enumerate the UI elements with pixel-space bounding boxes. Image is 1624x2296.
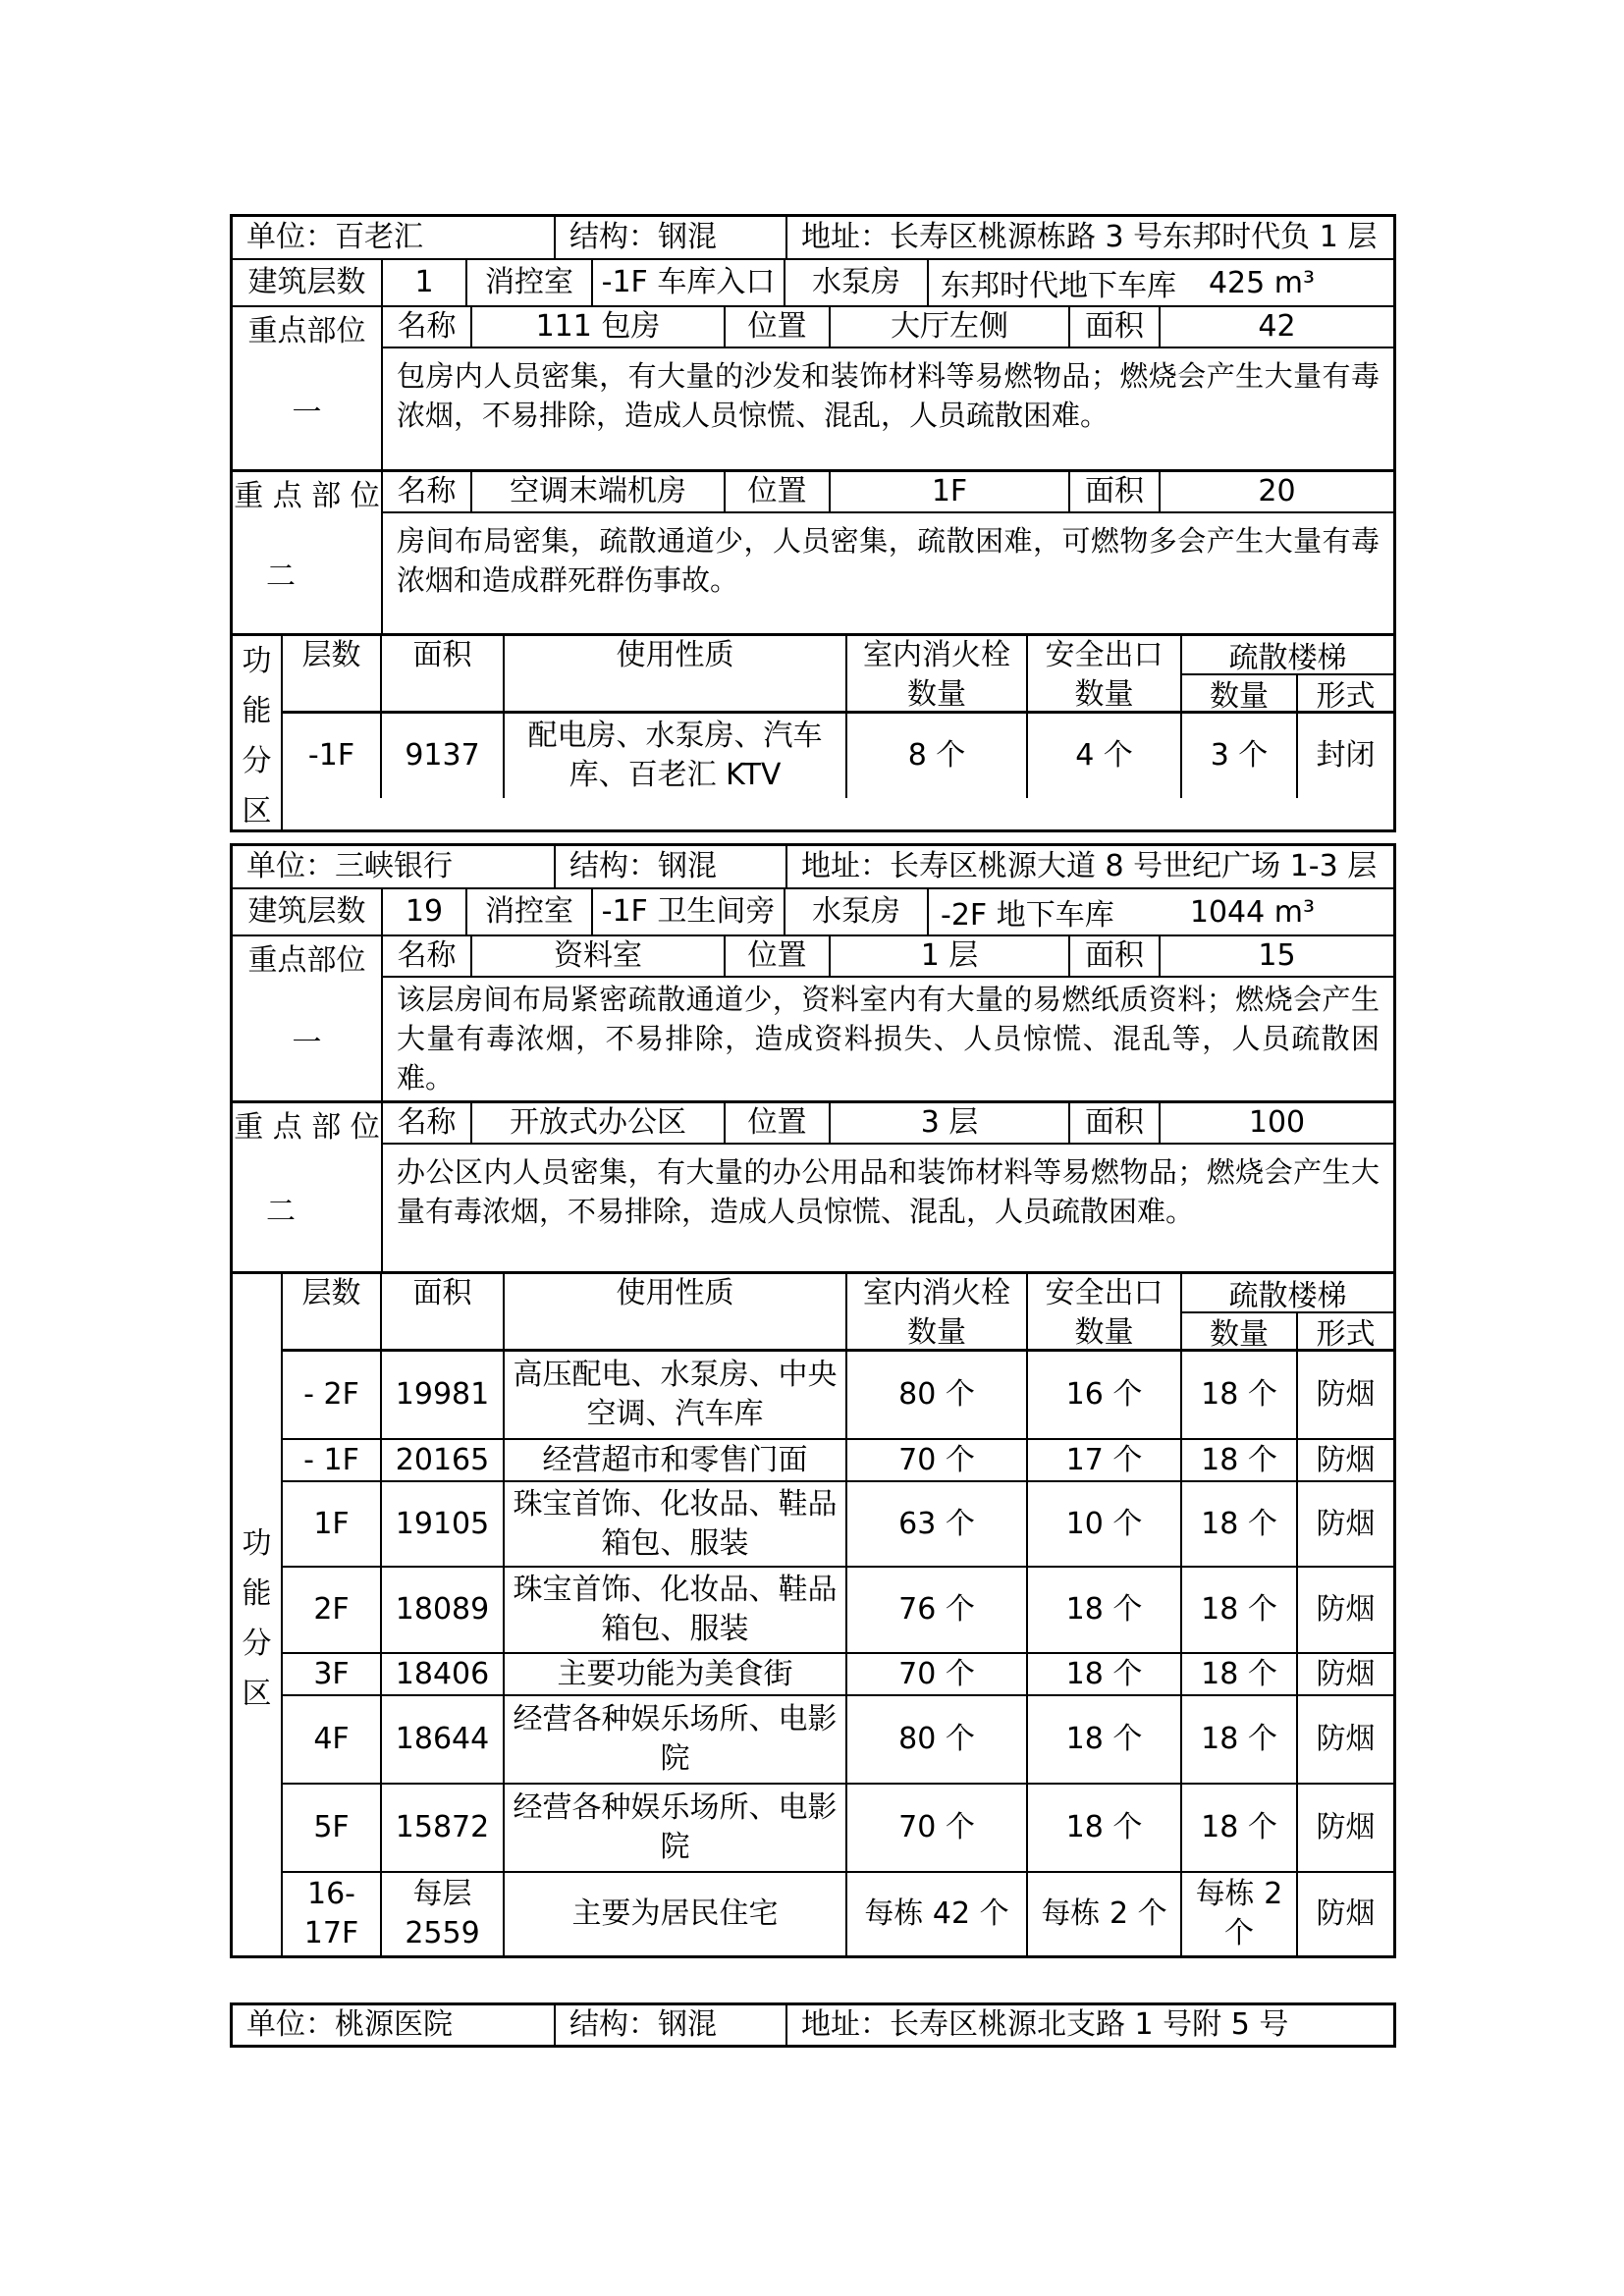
address-cell: 地址：长寿区桃源北支路 1 号附 5 号 <box>801 2007 1289 2042</box>
floor-cell: - 2F <box>283 1352 382 1438</box>
exit-cell: 16 个 <box>1028 1352 1182 1438</box>
key-part-index: 一 <box>292 1025 322 1060</box>
fz-char: 区 <box>242 794 272 828</box>
exit-cell: 18 个 <box>1028 1568 1182 1652</box>
header-stair-form: 形式 <box>1316 1317 1376 1352</box>
stair-count-cell: 18 个 <box>1182 1352 1298 1438</box>
unit-row <box>233 2005 1393 2045</box>
key-part-2-name-row <box>383 1103 1393 1145</box>
function-zone-row <box>283 714 1393 798</box>
exit-cell: 10 个 <box>1028 1482 1182 1566</box>
address-cell: 地址：长寿区桃源栋路 3 号东邦时代负 1 层 <box>801 220 1378 254</box>
area-value: 100 <box>1248 1105 1306 1140</box>
usage-cell: 配电房、水泵房、汽车库、百老汇 KTV <box>505 714 847 798</box>
area-cell: 18089 <box>382 1568 505 1652</box>
stair-form-cell: 封闭 <box>1316 738 1376 773</box>
pump-room-cell <box>929 889 1393 934</box>
area-cell: 20165 <box>382 1440 505 1480</box>
function-zone-header <box>283 636 1393 714</box>
header-floor: 层数 <box>283 1274 382 1349</box>
fz-char: 区 <box>242 1676 272 1711</box>
hydrant-cell: 70 个 <box>847 1785 1028 1871</box>
area-cell: 19105 <box>382 1482 505 1566</box>
stair-form-cell: 防烟 <box>1316 1506 1376 1541</box>
stair-count-cell: 18 个 <box>1182 1696 1298 1783</box>
area-value: 15 <box>1258 938 1296 973</box>
stair-count-cell: 18 个 <box>1182 1654 1298 1694</box>
floor-cell: - 1F <box>283 1440 382 1480</box>
area-cell: 18644 <box>382 1696 505 1783</box>
floor-cell: 16-17F <box>283 1873 382 1955</box>
function-zone-label <box>233 1274 283 1955</box>
key-part-1-hazard-desc: 包房内人员密集，有大量的沙发和装饰材料等易燃物品；燃烧会产生大量有毒浓烟，不易排除，造成人员惊慌、混乱，人员疏散困难。 <box>397 359 1380 432</box>
pump-room-label: 水泵房 <box>785 260 929 305</box>
function-zone-row <box>283 1654 1393 1696</box>
hydrant-cell: 80 个 <box>847 1696 1028 1783</box>
hydrant-cell: 76 个 <box>847 1568 1028 1652</box>
key-part-1 <box>233 936 1393 1103</box>
name-label: 名称 <box>383 472 472 511</box>
function-zone-section <box>233 636 1393 829</box>
location-value: 1 层 <box>831 936 1070 976</box>
function-zone-row <box>283 1568 1393 1654</box>
key-part-1 <box>233 307 1393 472</box>
header-floor: 层数 <box>283 636 382 711</box>
control-room-location: -1F 车库入口 <box>593 260 785 305</box>
usage-cell: 高压配电、水泵房、中央空调、汽车库 <box>505 1352 847 1438</box>
key-part-1-label-cell <box>233 936 383 1100</box>
header-stair-form: 形式 <box>1316 679 1376 714</box>
name-value: 111 包房 <box>472 307 726 347</box>
area-value: 20 <box>1258 474 1296 508</box>
exit-cell: 18 个 <box>1028 1696 1182 1783</box>
pump-room-cell <box>929 260 1393 305</box>
fz-char: 能 <box>242 1575 272 1611</box>
stair-count-cell: 18 个 <box>1182 1785 1298 1871</box>
exit-cell: 每栋 2 个 <box>1028 1873 1182 1955</box>
fz-char: 分 <box>242 1626 272 1661</box>
floors-count: 19 <box>383 889 467 934</box>
structure-cell: 结构：钢混 <box>556 846 787 887</box>
stair-count-cell: 3 个 <box>1182 714 1298 798</box>
name-label: 名称 <box>383 307 472 347</box>
key-part-2-label-cell <box>233 472 383 633</box>
header-area: 面积 <box>382 636 505 711</box>
header-exit: 安全出口 数量 <box>1028 636 1182 711</box>
function-zone-row <box>283 1440 1393 1482</box>
location-value: 1F <box>831 472 1070 511</box>
usage-cell: 珠宝首饰、化妆品、鞋品箱包、服装 <box>505 1482 847 1566</box>
header-hydrant: 室内消火栓 数量 <box>847 636 1028 711</box>
function-zone-row <box>283 1873 1393 1955</box>
hydrant-cell: 70 个 <box>847 1654 1028 1694</box>
floors-label: 建筑层数 <box>233 889 383 934</box>
building-table-broadway <box>230 214 1396 832</box>
stair-form-cell: 防烟 <box>1316 1810 1376 1844</box>
location-label: 位置 <box>726 307 831 347</box>
stair-count-cell: 18 个 <box>1182 1568 1298 1652</box>
function-zone-header <box>283 1274 1393 1352</box>
key-part-index: 二 <box>266 560 296 594</box>
address-cell: 地址：长寿区桃源大道 8 号世纪广场 1-3 层 <box>801 849 1378 883</box>
header-stair: 疏散楼梯 <box>1182 1274 1393 1313</box>
function-zone-row <box>283 1785 1393 1873</box>
usage-cell: 主要为居民住宅 <box>505 1873 847 1955</box>
header-hydrant: 室内消火栓 数量 <box>847 1274 1028 1349</box>
location-value: 大厅左侧 <box>831 307 1070 347</box>
key-part-2 <box>233 1103 1393 1274</box>
unit-row <box>233 217 1393 260</box>
name-value: 资料室 <box>472 936 726 976</box>
key-part-2-hazard-desc: 办公区内人员密集，有大量的办公用品和装饰材料等易燃物品；燃烧会产生大量有毒浓烟，不易排除，造成人员惊慌、混乱，人员疏散困难。 <box>397 1155 1380 1228</box>
stair-form-cell: 防烟 <box>1316 1377 1376 1412</box>
key-part-2-hazard-desc: 房间布局密集，疏散通道少，人员密集，疏散困难，可燃物多会产生大量有毒浓烟和造成群死群伤事故。 <box>397 524 1380 597</box>
structure-cell: 结构：钢混 <box>556 2005 787 2045</box>
function-zone-label <box>233 636 283 829</box>
hydrant-cell: 80 个 <box>847 1352 1028 1438</box>
area-value: 42 <box>1258 309 1296 344</box>
fz-char: 功 <box>242 1525 272 1561</box>
hydrant-cell: 每栋 42 个 <box>847 1873 1028 1955</box>
stair-count-cell: 18 个 <box>1182 1440 1298 1480</box>
building-table-sanxia-bank <box>230 843 1396 1958</box>
floors-row <box>233 260 1393 307</box>
floors-row <box>233 889 1393 936</box>
key-part-title: 重 点 部 位 <box>234 1110 380 1145</box>
unit-cell: 单位：百老汇 <box>233 217 556 258</box>
pump-room-volume: 425 m³ <box>1208 265 1315 300</box>
control-room-label: 消控室 <box>467 889 593 934</box>
key-part-1-label-cell <box>233 307 383 469</box>
area-cell: 每层 2559 <box>382 1873 505 1955</box>
header-stair-count: 数量 <box>1182 675 1298 711</box>
control-room-location: -1F 卫生间旁 <box>593 889 785 934</box>
key-part-title: 重点部位 <box>247 943 366 978</box>
pump-room-volume: 1044 m³ <box>1189 894 1315 930</box>
floors-label: 建筑层数 <box>233 260 383 305</box>
stair-count-cell: 每栋 2 个 <box>1182 1873 1298 1955</box>
header-area: 面积 <box>382 1274 505 1349</box>
name-value: 空调末端机房 <box>472 472 726 511</box>
control-room-label: 消控室 <box>467 260 593 305</box>
key-part-1-name-row <box>383 307 1393 348</box>
area-cell: 18406 <box>382 1654 505 1694</box>
hydrant-cell: 70 个 <box>847 1440 1028 1480</box>
exit-cell: 18 个 <box>1028 1654 1182 1694</box>
location-value: 3 层 <box>831 1103 1070 1143</box>
function-zone-row <box>283 1352 1393 1440</box>
floor-cell: 5F <box>283 1785 382 1871</box>
function-zone-section <box>233 1274 1393 1955</box>
name-value: 开放式办公区 <box>472 1103 726 1143</box>
function-zone-row <box>283 1696 1393 1785</box>
header-usage: 使用性质 <box>505 636 847 711</box>
exit-cell: 18 个 <box>1028 1785 1182 1871</box>
floor-cell: 4F <box>283 1696 382 1783</box>
area-label: 面积 <box>1070 1103 1161 1143</box>
usage-cell: 主要功能为美食街 <box>505 1654 847 1694</box>
header-stair: 疏散楼梯 <box>1182 636 1393 675</box>
pump-room-location: -2F 地下车库 <box>941 898 1114 933</box>
stair-count-cell: 18 个 <box>1182 1482 1298 1566</box>
floor-cell: 2F <box>283 1568 382 1652</box>
area-cell: 9137 <box>382 714 505 798</box>
name-label: 名称 <box>383 936 472 976</box>
key-part-2-name-row <box>383 472 1393 513</box>
floor-cell: -1F <box>283 714 382 798</box>
usage-cell: 经营各种娱乐场所、电影院 <box>505 1785 847 1871</box>
key-part-1-hazard-desc: 该层房间布局紧密疏散通道少，资料室内有大量的易燃纸质资料；燃烧会产生大量有毒浓烟，不易排除，造成资料损失、人员惊慌、混乱等，人员疏散困难。 <box>397 983 1380 1095</box>
fz-char: 功 <box>242 644 272 678</box>
area-cell: 15872 <box>382 1785 505 1871</box>
usage-cell: 珠宝首饰、化妆品、鞋品箱包、服装 <box>505 1568 847 1652</box>
floors-count: 1 <box>383 260 467 305</box>
unit-cell: 单位：桃源医院 <box>233 2005 556 2045</box>
header-stair-count: 数量 <box>1182 1313 1298 1349</box>
key-part-index: 一 <box>292 395 322 430</box>
area-label: 面积 <box>1070 472 1161 511</box>
header-usage: 使用性质 <box>505 1274 847 1349</box>
unit-row <box>233 846 1393 889</box>
area-label: 面积 <box>1070 936 1161 976</box>
pump-room-location: 东邦时代地下车库 <box>941 269 1176 303</box>
stair-form-cell: 防烟 <box>1316 1722 1376 1756</box>
unit-cell: 单位：三峡银行 <box>233 846 556 887</box>
stair-form-cell: 防烟 <box>1316 1442 1376 1477</box>
floor-cell: 3F <box>283 1654 382 1694</box>
hydrant-cell: 63 个 <box>847 1482 1028 1566</box>
key-part-1-name-row <box>383 936 1393 978</box>
pump-room-label: 水泵房 <box>785 889 929 934</box>
fz-char: 分 <box>242 744 272 778</box>
key-part-2 <box>233 472 1393 636</box>
name-label: 名称 <box>383 1103 472 1143</box>
key-part-index: 二 <box>266 1194 296 1229</box>
usage-cell: 经营各种娱乐场所、电影院 <box>505 1696 847 1783</box>
exit-cell: 17 个 <box>1028 1440 1182 1480</box>
usage-cell: 经营超市和零售门面 <box>505 1440 847 1480</box>
stair-form-cell: 防烟 <box>1316 1896 1376 1931</box>
area-cell: 19981 <box>382 1352 505 1438</box>
location-label: 位置 <box>726 472 831 511</box>
key-part-title: 重 点 部 位 <box>234 479 380 513</box>
key-part-2-label-cell <box>233 1103 383 1271</box>
hydrant-cell: 8 个 <box>847 714 1028 798</box>
location-label: 位置 <box>726 1103 831 1143</box>
stair-form-cell: 防烟 <box>1316 1592 1376 1627</box>
key-part-title: 重点部位 <box>247 314 366 348</box>
exit-cell: 4 个 <box>1028 714 1182 798</box>
fz-char: 能 <box>242 694 272 728</box>
stair-form-cell: 防烟 <box>1316 1656 1376 1691</box>
floor-cell: 1F <box>283 1482 382 1566</box>
location-label: 位置 <box>726 936 831 976</box>
header-exit: 安全出口 数量 <box>1028 1274 1182 1349</box>
function-zone-row <box>283 1482 1393 1568</box>
area-label: 面积 <box>1070 307 1161 347</box>
building-table-taoyuan-hospital <box>230 2002 1396 2048</box>
structure-cell: 结构：钢混 <box>556 217 787 258</box>
